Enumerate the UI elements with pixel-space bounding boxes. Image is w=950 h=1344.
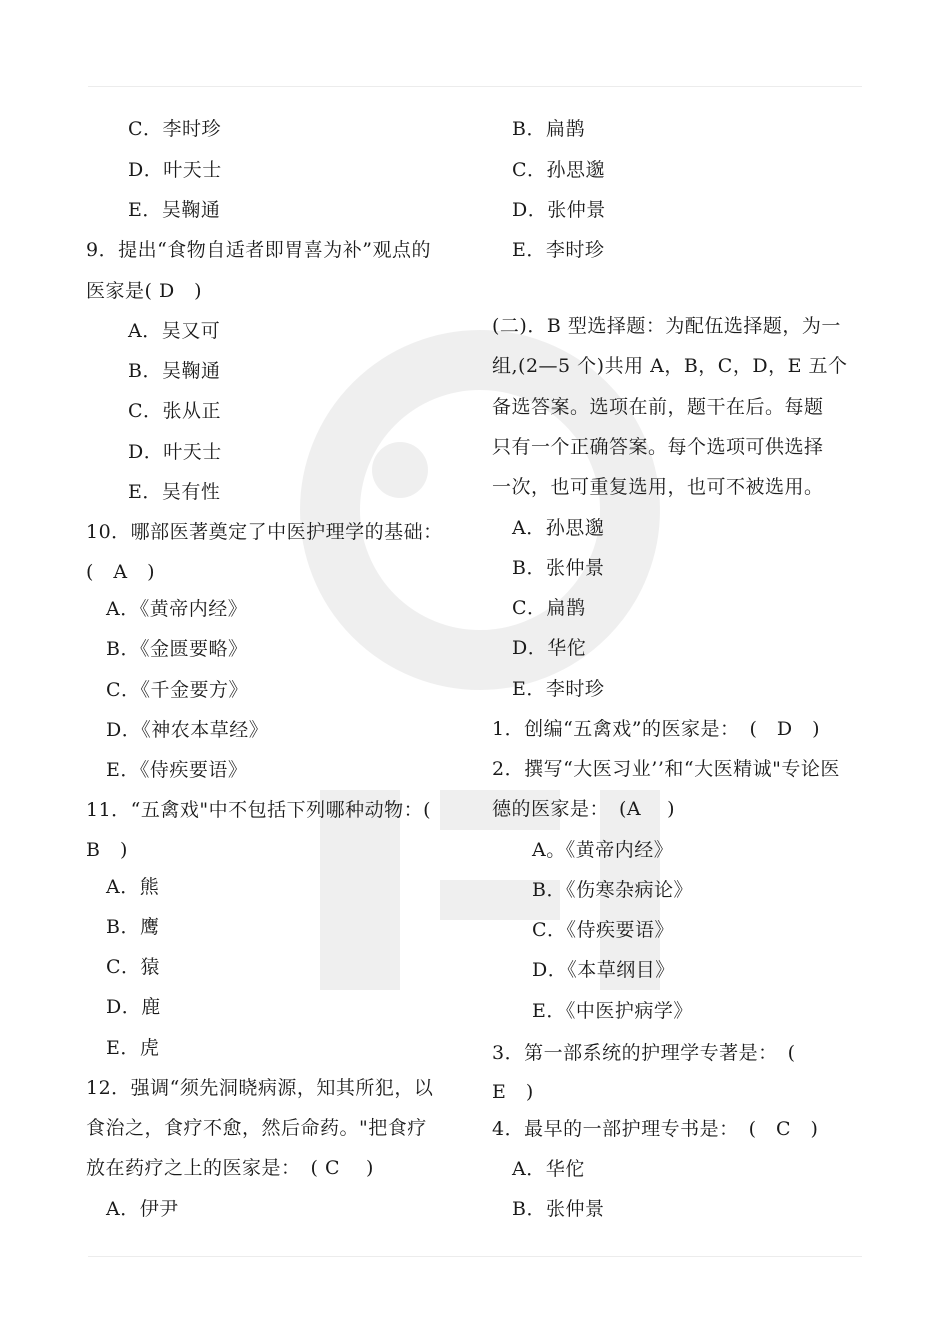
footer-rule <box>88 1256 862 1257</box>
left-column-line: E．《侍疾要语》 <box>106 759 248 781</box>
right-column-line: D．华佗 <box>512 637 587 659</box>
right-column-line: B．张仲景 <box>512 557 605 579</box>
right-column-line: A。《黄帝内经》 <box>532 839 674 861</box>
left-column-line: C．张从正 <box>128 400 222 422</box>
right-column-line: D．张仲景 <box>512 199 606 221</box>
right-column-line: 组,(2—5 个)共用 A，B，C，D，E 五个 <box>492 355 848 377</box>
left-column-line: A．《黄帝内经》 <box>106 598 248 620</box>
watermark-logo-icon <box>200 320 760 1020</box>
header-rule <box>88 86 862 87</box>
right-column-line: C．扁鹊 <box>512 597 586 619</box>
left-column-line: A．熊 <box>106 876 160 898</box>
left-column-line: ( A ) <box>86 561 156 583</box>
left-column-line: D．叶天士 <box>128 159 222 181</box>
right-column-line: 只有一个正确答案。每个选项可供选择 <box>492 436 824 458</box>
right-column-line: 4．最早的一部护理专书是： ( C ) <box>492 1118 819 1140</box>
right-column-line: C．孙思邈 <box>512 159 606 181</box>
left-column-line: A．伊尹 <box>106 1198 179 1220</box>
left-column-line: B．鹰 <box>106 916 160 938</box>
right-column-line: 2．撰写“大医习业’’和“大医精诚"专论医 <box>492 758 840 780</box>
right-column-line: 德的医家是： (A ) <box>492 798 676 820</box>
left-column-line: D．叶天士 <box>128 441 222 463</box>
left-column-line: C．李时珍 <box>128 118 222 140</box>
right-column-line: 一次，也可重复选用，也可不被选用。 <box>492 476 824 498</box>
left-column-line: C．猿 <box>106 956 161 978</box>
left-column-line: 9．提出“食物自适者即胃喜为补”观点的 <box>86 239 432 261</box>
left-column-line: 医家是( D ) <box>86 280 203 302</box>
left-column-line: B ) <box>86 839 128 861</box>
left-column-line: 11．“五禽戏"中不包括下列哪种动物：( <box>86 799 432 821</box>
left-column-line: E．吴鞠通 <box>128 199 221 221</box>
right-column-line: 备选答案。选项在前，题干在后。每题 <box>492 396 824 418</box>
right-column-line: E．《中医护病学》 <box>532 1000 693 1022</box>
right-column-line: 1．创编“五禽戏”的医家是： ( D ) <box>492 718 821 740</box>
right-column-line: E．李时珍 <box>512 678 605 700</box>
right-column-line: B．《伤寒杂病论》 <box>532 879 693 901</box>
left-column-line: A．吴又可 <box>128 320 221 342</box>
left-column-line: C．《千金要方》 <box>106 679 249 701</box>
left-column-line: 放在药疗之上的医家是： ( C ) <box>86 1157 374 1179</box>
right-column-line: A．华佗 <box>512 1158 585 1180</box>
right-column-line: C．《侍疾要语》 <box>532 919 675 941</box>
right-column-line: B．张仲景 <box>512 1198 605 1220</box>
right-column-line: B．扁鹊 <box>512 118 585 140</box>
left-column-line: E．吴有性 <box>128 481 221 503</box>
right-column-line: E．李时珍 <box>512 239 605 261</box>
left-column-line: B．《金匮要略》 <box>106 638 248 660</box>
right-column-line: E ) <box>492 1081 534 1103</box>
left-column-line: 食治之，食疗不愈，然后命药。"把食疗 <box>86 1117 427 1139</box>
right-column-line: (二)．B 型选择题：为配伍选择题，为一 <box>492 315 841 337</box>
left-column-line: D．鹿 <box>106 996 161 1018</box>
left-column-line: 12．强调“须先洞晓病源，知其所犯，以 <box>86 1077 434 1099</box>
left-column-line: B．吴鞠通 <box>128 360 221 382</box>
left-column-line: 10．哪部医著奠定了中医护理学的基础： <box>86 521 443 543</box>
right-column-line: 3．第一部系统的护理学专著是： ( <box>492 1042 796 1064</box>
left-column-line: D．《神农本草经》 <box>106 719 269 741</box>
right-column-line: D．《本草纲目》 <box>532 959 675 981</box>
left-column-line: E．虎 <box>106 1037 160 1059</box>
right-column-line: A．孙思邈 <box>512 517 605 539</box>
